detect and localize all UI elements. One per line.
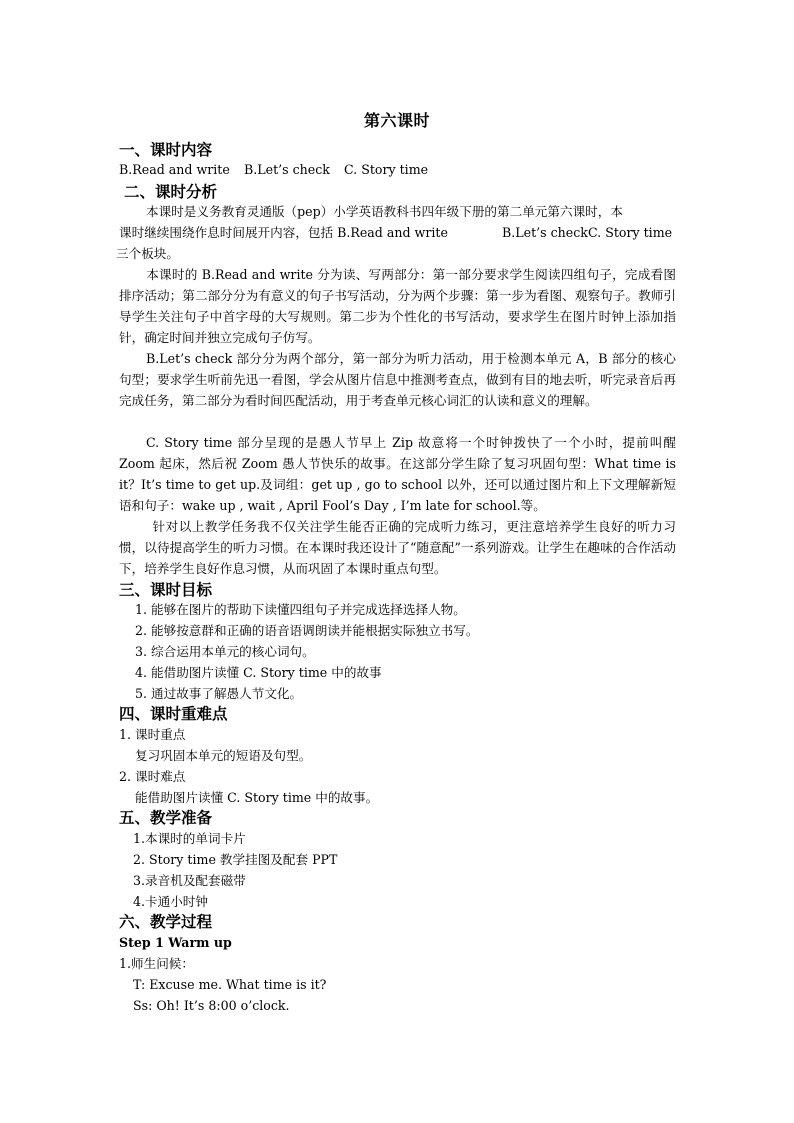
goal-item: 4. 能借助图片读懂 C. Story time 中的故事: [135, 665, 382, 680]
analysis-para5: 针对以上教学任务我不仅关注学生能否正确的完成听力练习，更注意培养学生良好的听力习惯，以待提高学生的听力习惯。在本课时我还设计了“随意配”一系列游戏。让学生在趣味的合作活动下，培养学生良好作息习惯，从而巩固了本课时重点句型。: [119, 519, 676, 576]
goal-item: 5. 通过故事了解愚人节文化。: [135, 686, 303, 701]
section-heading-goals: 三、课时目标: [119, 580, 213, 599]
dialogue-teacher-line: T: Excuse me. What time is it?: [133, 977, 327, 992]
preparation-item: 2. Story time 教学挂图及配套 PPT: [133, 852, 338, 867]
difficult-point-label: 2. 课时难点: [119, 769, 186, 784]
key-point-text: 复习巩固本单元的短语及句型。: [135, 748, 312, 763]
section-heading-analysis: 二、课时分析: [124, 182, 218, 201]
preparation-item: 3.录音机及配套磁带: [133, 873, 246, 888]
content-item-read-write: B.Read and write: [119, 162, 230, 177]
dialogue-students-line: Ss: Oh! It’s 8:00 o’clock.: [133, 998, 290, 1013]
section-heading-content: 一、课时内容: [119, 140, 213, 159]
analysis-para1-lets-check: B.Let’s check: [502, 225, 588, 240]
analysis-para1-line1: 本课时是义务教育灵通版（pep）小学英语教科书四年级下册的第二单元第六课时，本: [146, 204, 623, 219]
step1-sub1: 1.师生问候：: [119, 956, 194, 971]
analysis-para1-story-time: C. Story time: [588, 225, 673, 240]
analysis-para1-line3: 三个板块。: [116, 246, 179, 261]
analysis-para2: 本课时的 B.Read and write 分为读、写两部分：第一部分要求学生阅读四组句子，完成看图排序活动；第二部分分为有意义的句子书写活动，分为两个步骤：第一步为看图、观察句子。教师引导学生关注句子中首字母的大写规则。第二步为个性化的书写活动，要求学生在图片时钟上添加指针，确定时间并独立完成句子仿写。: [119, 267, 676, 345]
page-title: 第六课时: [363, 111, 430, 130]
analysis-para3: B.Let’s check 部分分为两个部分，第一部分为听力活动，用于检测本单元 A，B 部分的核心句型；要求学生听前先迅一看图，学会从图片信息中推测考查点，做到有目的地去听，听完录音后再完成任务，第二部分为看时间匹配活动，用于考查单元核心词汇的认读和意义的理解。: [119, 351, 676, 408]
section-heading-process: 六、教学过程: [119, 912, 213, 931]
content-item-lets-check: B.Let’s check: [244, 162, 330, 177]
goal-item: 1. 能够在图片的帮助下读懂四组句子并完成选择选择人物。: [135, 602, 466, 617]
analysis-para1-line2: 课时继续围绕作息时间展开内容，包括 B.Read and write: [119, 225, 448, 240]
goal-item: 2. 能够按意群和正确的语音语调朗读并能根据实际独立书写。: [135, 623, 479, 638]
step1-heading: Step 1 Warm up: [119, 935, 232, 950]
section-heading-key-points: 四、课时重难点: [119, 704, 228, 723]
preparation-item: 4.卡通小时钟: [133, 894, 208, 909]
analysis-para4: C. Story time 部分呈现的是愚人节早上 Zip 故意将一个时钟拨快了一个小时，提前叫醒 Zoom 起床，然后祝 Zoom 愚人节快乐的故事。在这部分学生除了复习巩固句型：What time is it？It’s time to get up.及词组：get up , go to school 以外，还可以通过图片和上下文理解新短语和句子：wake up , wait , April Fool’s Day , I’m late for school.等。: [119, 435, 676, 513]
section-heading-preparation: 五、教学准备: [119, 808, 213, 827]
key-point-label: 1. 课时重点: [119, 727, 186, 742]
content-item-story-time: C. Story time: [344, 162, 429, 177]
goal-item: 3. 综合运用本单元的核心词句。: [135, 644, 315, 659]
difficult-point-text: 能借助图片读懂 C. Story time 中的故事。: [135, 790, 379, 805]
preparation-item: 1.本课时的单词卡片: [133, 831, 246, 846]
